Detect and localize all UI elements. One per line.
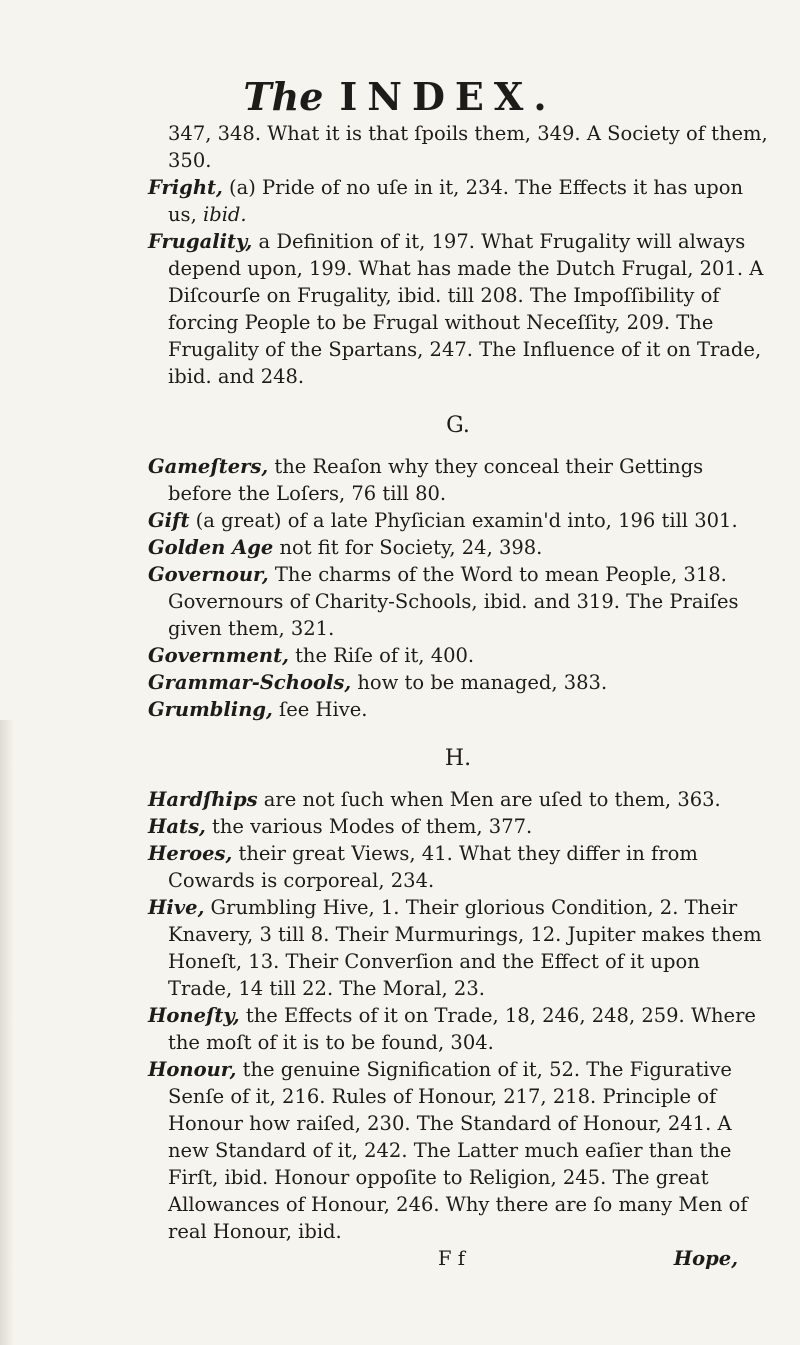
entry-keyword: Frugality, [148,230,253,253]
signature-mark: F f [438,1247,465,1270]
entry-text: (a) Pride of no uſe in it, 234. The Effects it has upon us, [168,176,744,226]
header-index: INDEX. [339,74,557,119]
section-letter-g: G. [446,413,470,438]
index-entry [148,840,768,894]
index-entry [148,1056,768,1245]
entry-keyword: Grammar-Schools, [148,671,352,694]
page-header [0,74,800,119]
entry-keyword: Honour, [148,1058,237,1081]
section-h [148,745,768,1245]
index-entry [148,669,768,696]
index-entry [148,696,768,723]
entry-keyword: Gameſters, [148,455,269,478]
index-entry [148,642,768,669]
entry-text: not fit for Society, 24, 398. [273,536,543,559]
entry-keyword: Heroes, [148,842,233,865]
catchword: Hope, [673,1247,738,1270]
entry-text: the various Modes of them, 377. [205,815,533,838]
index-entry [148,534,768,561]
entry-text: are not ſuch when Men are uſed to them, 363. [257,788,721,811]
continued-entry: 347, 348. What it is that ſpoils them, 349. A Society of them, 350. [168,122,768,172]
entry-text: the Reaſon why they conceal their Gettings before the Loſers, 76 till 80. [168,455,704,505]
index-entry [148,894,768,1002]
index-entry [148,786,768,813]
entry-keyword: Golden Age [148,536,274,559]
entry-text: (a great) of a late Phyſician examin'd into, 196 till 301. [189,509,738,532]
section-g [148,412,768,723]
entry-text: Grumbling Hive, 1. Their glorious Condition, 2. Their Knavery, 3 till 8. Their Murmurings, 12. Jupiter makes them Honeſt, 13. Their Converſion and the Effect of it upon Trade, 14 till 22. The Moral, 23. [168,896,762,1000]
index-entry [148,561,768,642]
entry-keyword: Government, [148,644,289,667]
entry-keyword: Hardſhips [148,788,258,811]
index-entry [148,507,768,534]
entry-text: ſee Hive. [272,698,368,721]
section-f [148,174,768,390]
entry-text: a Definition of it, 197. What Frugality will always depend upon, 199. What has made the Dutch Frugal, 201. A Diſcourſe on Frugality, ibid. till 208. The Impoſſibility of forcing People to be Frugal without Neceſſity, 209. The Frugality of the Spartans, 247. The Influence of it on Trade, ibid. and 248. [168,230,764,388]
entry-text: the genuine Signification of it, 52. The Figurative Senſe of it, 216. Rules of Honour, 217, 218. Principle of Honour how raiſed, 230. The Standard of Honour, 241. A new Standard of it, 242. The Latter much eaſier than the Firſt, ibid. Honour oppoſite to Religion, 245. The great Allowances of Honour, 246. Why there are ſo many Men of real Honour, ibid. [168,1058,748,1243]
entry-text: how to be managed, 383. [351,671,608,694]
index-content [148,120,768,1275]
page-edge-shadow [0,720,14,1345]
entry-text: The charms of the Word to mean People, 318. Governours of Charity-Schools, ibid. and 319. The Praiſes given them, 321. [168,563,739,640]
index-entry [148,453,768,507]
entry-keyword: Hats, [148,815,206,838]
entry-keyword: Grumbling, [148,698,273,721]
entry-keyword: Fright, [148,176,223,199]
entry-italic-tail: ibid. [202,203,247,226]
entry-text: the Effects of it on Trade, 18, 246, 248, 259. Where the moſt of it is to be found, 304. [168,1004,756,1054]
section-letter-h: H. [444,746,472,771]
index-entry [148,174,768,228]
entry-keyword: Gift [148,509,190,532]
entry-keyword: Governour, [148,563,269,586]
index-entry [148,813,768,840]
entry-keyword: Hive, [148,896,205,919]
entry-text: their great Views, 41. What they differ in from Cowards is corporeal, 234. [168,842,698,892]
page-footer [148,1245,768,1275]
index-entry [148,1002,768,1056]
header-the: The [243,74,324,119]
index-entry [148,228,768,390]
entry-text: the Riſe of it, 400. [288,644,475,667]
entry-keyword: Honeſty, [148,1004,240,1027]
